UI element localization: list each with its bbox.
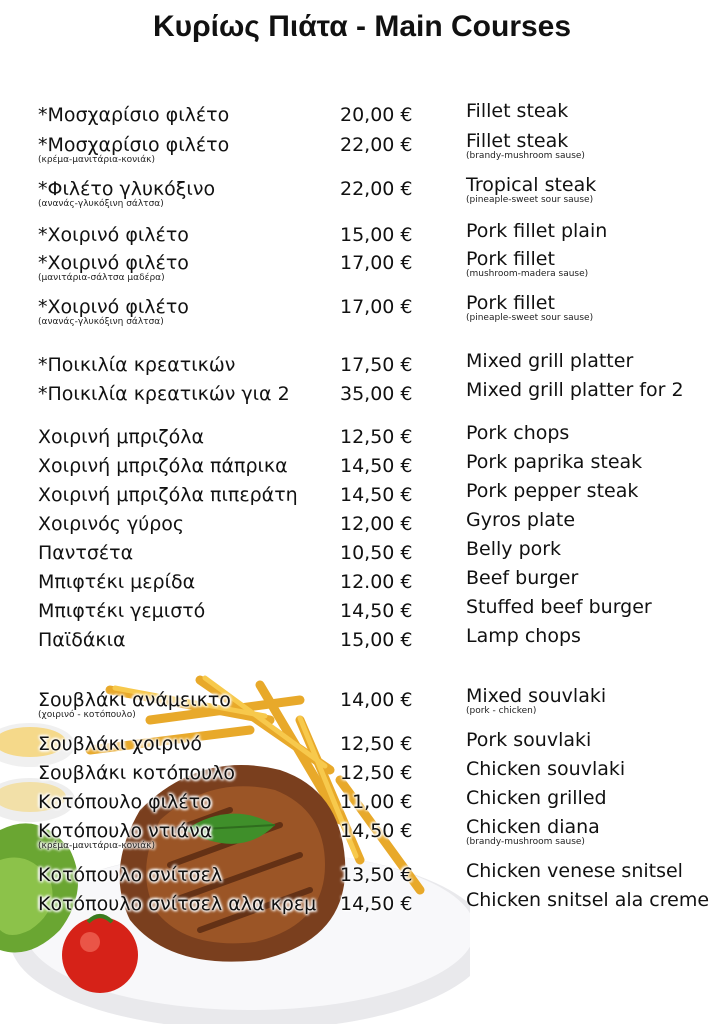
item-name-greek: *Χοιρινό φιλέτο [38,252,189,274]
item-price: 12,50 € [340,426,413,448]
item-name-english: Chicken diana [466,816,600,838]
menu-item [0,685,724,720]
item-name-english: Pork chops [466,422,570,444]
item-name-english: Chicken venese snitsel [466,860,683,882]
item-name-english: Gyros plate [466,509,576,531]
menu-item [0,100,724,134]
menu-item [0,379,724,413]
item-name-english: Chicken souvlaki [466,758,626,780]
menu-title: Κυρίως Πιάτα - Main Courses [152,10,572,43]
item-price: 14,50 € [340,893,413,915]
item-name-greek: Παντσέτα [38,542,134,564]
menu-item [0,292,724,327]
item-name-greek: Κοτόπουλο σνίτσελ [38,864,223,886]
item-name-greek: Σουβλάκι χοιρινό [38,733,202,755]
item-price: 14,50 € [340,600,413,622]
item-price: 22,00 € [340,134,413,156]
item-price: 20,00 € [340,104,413,126]
item-name-english: Pork paprika steak [466,451,643,473]
item-price: 13,50 € [340,864,413,886]
item-name-english: Pork pepper steak [466,480,639,502]
menu-item [0,889,724,923]
item-price: 22,00 € [340,178,413,200]
item-name-english: Pork fillet [466,248,555,270]
item-name-english: Chicken snitsel ala creme [466,889,710,911]
item-note-english: (mushroom-madera sause) [466,269,589,279]
item-name-greek: Κοτόπουλο φιλέτο [38,791,212,813]
item-note-english: (brandy-mushroom sause) [466,837,585,847]
item-name-greek: Μπιφτέκι μερίδα [38,571,196,593]
item-price: 17,00 € [340,252,413,274]
item-price: 14,00 € [340,689,413,711]
item-name-greek: *Μοσχαρίσιο φιλέτο [38,104,230,126]
menu-item [0,220,724,254]
item-name-greek: Κοτόπουλο σνίτσελ αλα κρεμ [38,893,317,915]
item-price: 12.00 € [340,571,413,593]
item-price: 10,50 € [340,542,413,564]
item-note-english: (pork - chicken) [466,706,537,716]
item-name-english: Pork souvlaki [466,729,592,751]
item-price: 15,00 € [340,629,413,651]
item-name-greek: *Φιλέτο γλυκόξινο [38,178,216,200]
menu-item [0,625,724,659]
item-name-english: Beef burger [466,567,579,589]
item-name-english: Fillet steak [466,130,569,152]
item-note-english: (brandy-mushroom sause) [466,151,585,161]
item-price: 12,50 € [340,733,413,755]
item-name-english: Stuffed beef burger [466,596,652,618]
item-name-greek: *Ποικιλία κρεατικών [38,354,236,376]
item-name-greek: *Χοιρινό φιλέτο [38,224,189,246]
item-note-greek: (χοιρινό - κοτόπουλο) [38,710,136,720]
item-name-english: Pork fillet [466,292,555,314]
menu-item [0,596,724,630]
item-price: 17,50 € [340,354,413,376]
menu-item [0,758,724,792]
item-name-english: Chicken grilled [466,787,607,809]
item-note-english: (pineaple-sweet sour sause) [466,313,594,323]
item-name-greek: Χοιρινή μπριζόλα [38,426,204,448]
item-price: 12,50 € [340,762,413,784]
item-price: 15,00 € [340,224,413,246]
item-name-english: Lamp chops [466,625,581,647]
menu-item [0,509,724,543]
menu-item [0,787,724,821]
item-price: 14,50 € [340,820,413,842]
item-name-greek: Σουβλάκι ανάμεικτο [38,689,231,711]
item-price: 14,50 € [340,455,413,477]
item-name-greek: Χοιρινός γύρος [38,513,185,535]
item-price: 17,00 € [340,296,413,318]
item-name-english: Mixed souvlaki [466,685,607,707]
item-name-english: Mixed grill platter for 2 [466,379,684,401]
item-price: 14,50 € [340,484,413,506]
menu-item [0,538,724,572]
item-name-greek: *Ποικιλία κρεατικών για 2 [38,383,290,405]
item-note-greek: (ανανάς-γλυκόξινη σάλτσα) [38,199,164,209]
item-name-greek: Παϊδάκια [38,629,126,651]
item-name-english: Mixed grill platter [466,350,634,372]
item-note-greek: (κρέμα-μανιτάρια-κονιάκ) [38,841,155,851]
menu-item [0,816,724,851]
item-note-greek: (κρέμα-μανιτάρια-κονιάκ) [38,155,155,165]
item-note-greek: (μανιτάρια-σάλτσα μαδέρα) [38,273,165,283]
item-price: 11,00 € [340,791,413,813]
item-price: 12,00 € [340,513,413,535]
menu-item [0,480,724,514]
item-name-english: Fillet steak [466,100,569,122]
item-price: 35,00 € [340,383,413,405]
item-name-english: Pork fillet plain [466,220,608,242]
item-name-greek: Μπιφτέκι γεμιστό [38,600,206,622]
item-name-english: Belly pork [466,538,562,560]
menu-item [0,174,724,209]
item-note-english: (pineaple-sweet sour sause) [466,195,594,205]
item-note-greek: (ανανάς-γλυκόξινη σάλτσα) [38,317,164,327]
item-name-greek: Σουβλάκι κοτόπουλο [38,762,235,784]
item-name-greek: *Χοιρινό φιλέτο [38,296,189,318]
item-name-greek: Χοιρινή μπριζόλα πάπρικα [38,455,288,477]
item-name-greek: *Μοσχαρίσιο φιλέτο [38,134,230,156]
menu-item [0,248,724,283]
item-name-greek: Κοτόπουλο ντιάνα [38,820,213,842]
item-name-english: Tropical steak [466,174,597,196]
item-name-greek: Χοιρινή μπριζόλα πιπεράτη [38,484,298,506]
menu-item [0,130,724,165]
